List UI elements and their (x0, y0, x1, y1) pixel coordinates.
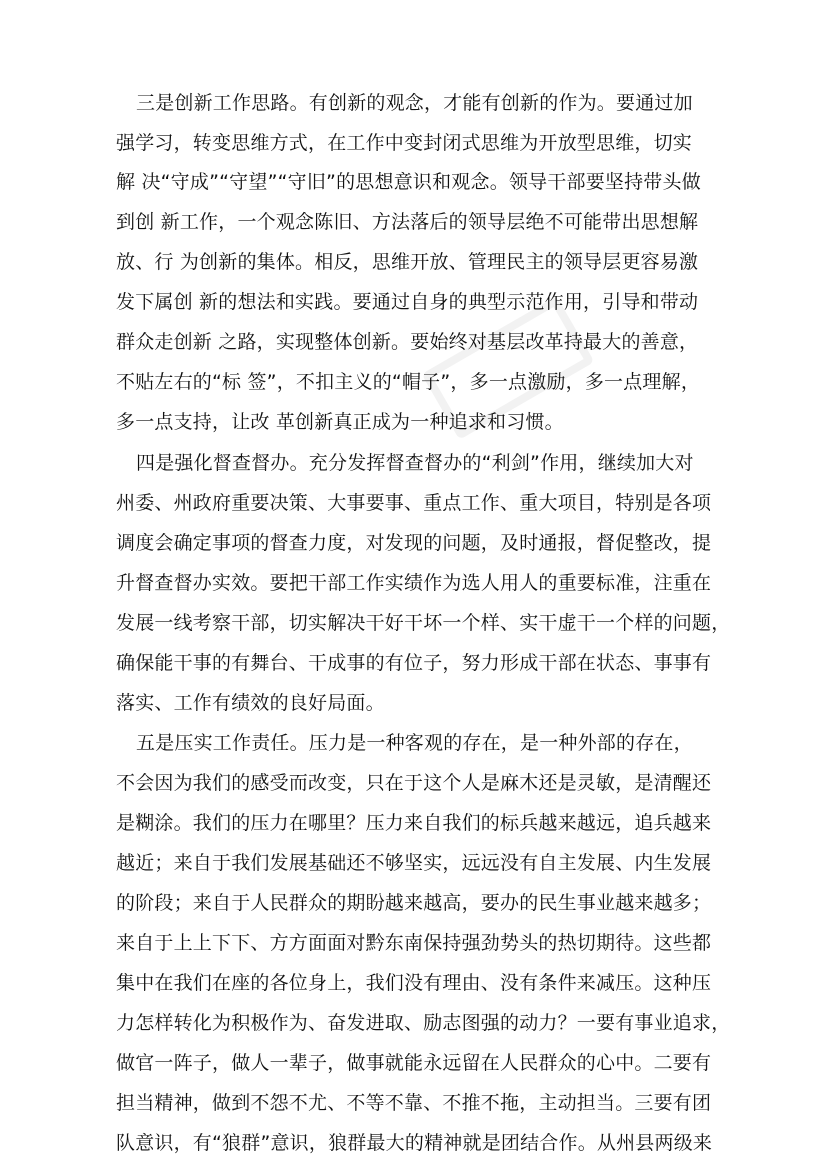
text-line: 群众走创新 之路，实现整体创新。要始终对基层改革持最大的善意， (116, 331, 699, 353)
text-line: 发展一线考察干部，切实解决干好干坏一个样、实干虚干一个样的问题， (116, 612, 731, 634)
text-line: 调度会确定事项的督查力度，对发现的问题，及时通报，督促整改，提 (116, 532, 712, 554)
text-line: 担当精神，做到不怨不尤、不等不靠、不推不拖，主动担当。三要有团 (116, 1092, 712, 1114)
text-line: 到创 新工作，一个观念陈旧、方法落后的领导层绝不可能带出思想解 (116, 211, 699, 233)
text-line: 做官一阵子，做人一辈子，做事就能永远留在人民群众的心中。二要有 (116, 1052, 712, 1074)
text-line: 集中在我们在座的各位身上，我们没有理由、没有条件来减压。这种压 (116, 972, 712, 994)
text-line: 不会因为我们的感受而改变，只在于这个人是麻木还是灵敏，是清醒还 (116, 772, 712, 794)
text-line: 确保能干事的有舞台、干成事的有位子，努力形成干部在状态、事事有 (116, 652, 712, 674)
text-line: 放、行 为创新的集体。相反，思维开放、管理民主的领导层更容易激 (116, 251, 699, 273)
text-line: 五是压实工作责任。压力是一种客观的存在，是一种外部的存在， (136, 732, 693, 754)
text-line: 强学习，转变思维方式，在工作中变封闭式思维为开放型思维，切实 (116, 132, 693, 154)
text-line: 州委、州政府重要决策、大事要事、重点工作、重大项目，特别是各项 (116, 492, 712, 514)
text-line: 升督查督办实效。要把干部工作实绩作为选人用人的重要标准，注重在 (116, 572, 712, 594)
text-line: 来自于上上下下、方方面面对黔东南保持强劲势头的热切期待。这些都 (116, 932, 712, 954)
text-line: 解 决“守成”“守望”“守旧”的思想意识和观念。领导干部要坚持带头做 (116, 171, 701, 193)
text-line: 的阶段；来自于人民群众的期盼越来越高，要办的民生事业越来越多； (116, 892, 712, 914)
text-line: 不贴左右的“标 签”，不扣主义的“帽子”，多一点激励，多一点理解， (116, 371, 701, 393)
text-line: 落实、工作有绩效的良好局面。 (116, 692, 385, 714)
text-line: 多一点支持，让改 革创新真正成为一种追求和习惯。 (116, 411, 564, 433)
text-line: 力怎样转化为积极作为、奋发进取、励志图强的动力？一要有事业追求， (116, 1012, 731, 1034)
text-line: 越近；来自于我们发展基础还不够坚实，远远没有自主发展、内生发展 (116, 852, 712, 874)
text-line: 三是创新工作思路。有创新的观念，才能有创新的作为。要通过加 (136, 92, 693, 114)
text-line: 四是强化督查督办。充分发挥督查督办的“利剑”作用，继续加大对 (136, 452, 694, 474)
text-line: 是糊涂。我们的压力在哪里？压力来自我们的标兵越来越远，追兵越来 (116, 812, 712, 834)
text-line: 队意识，有“狼群”意识，狼群最大的精神就是团结合作。从州县两级来 (116, 1132, 713, 1154)
text-line: 发下属创 新的想法和实践。要通过自身的典型示范作用，引导和带动 (116, 291, 699, 313)
